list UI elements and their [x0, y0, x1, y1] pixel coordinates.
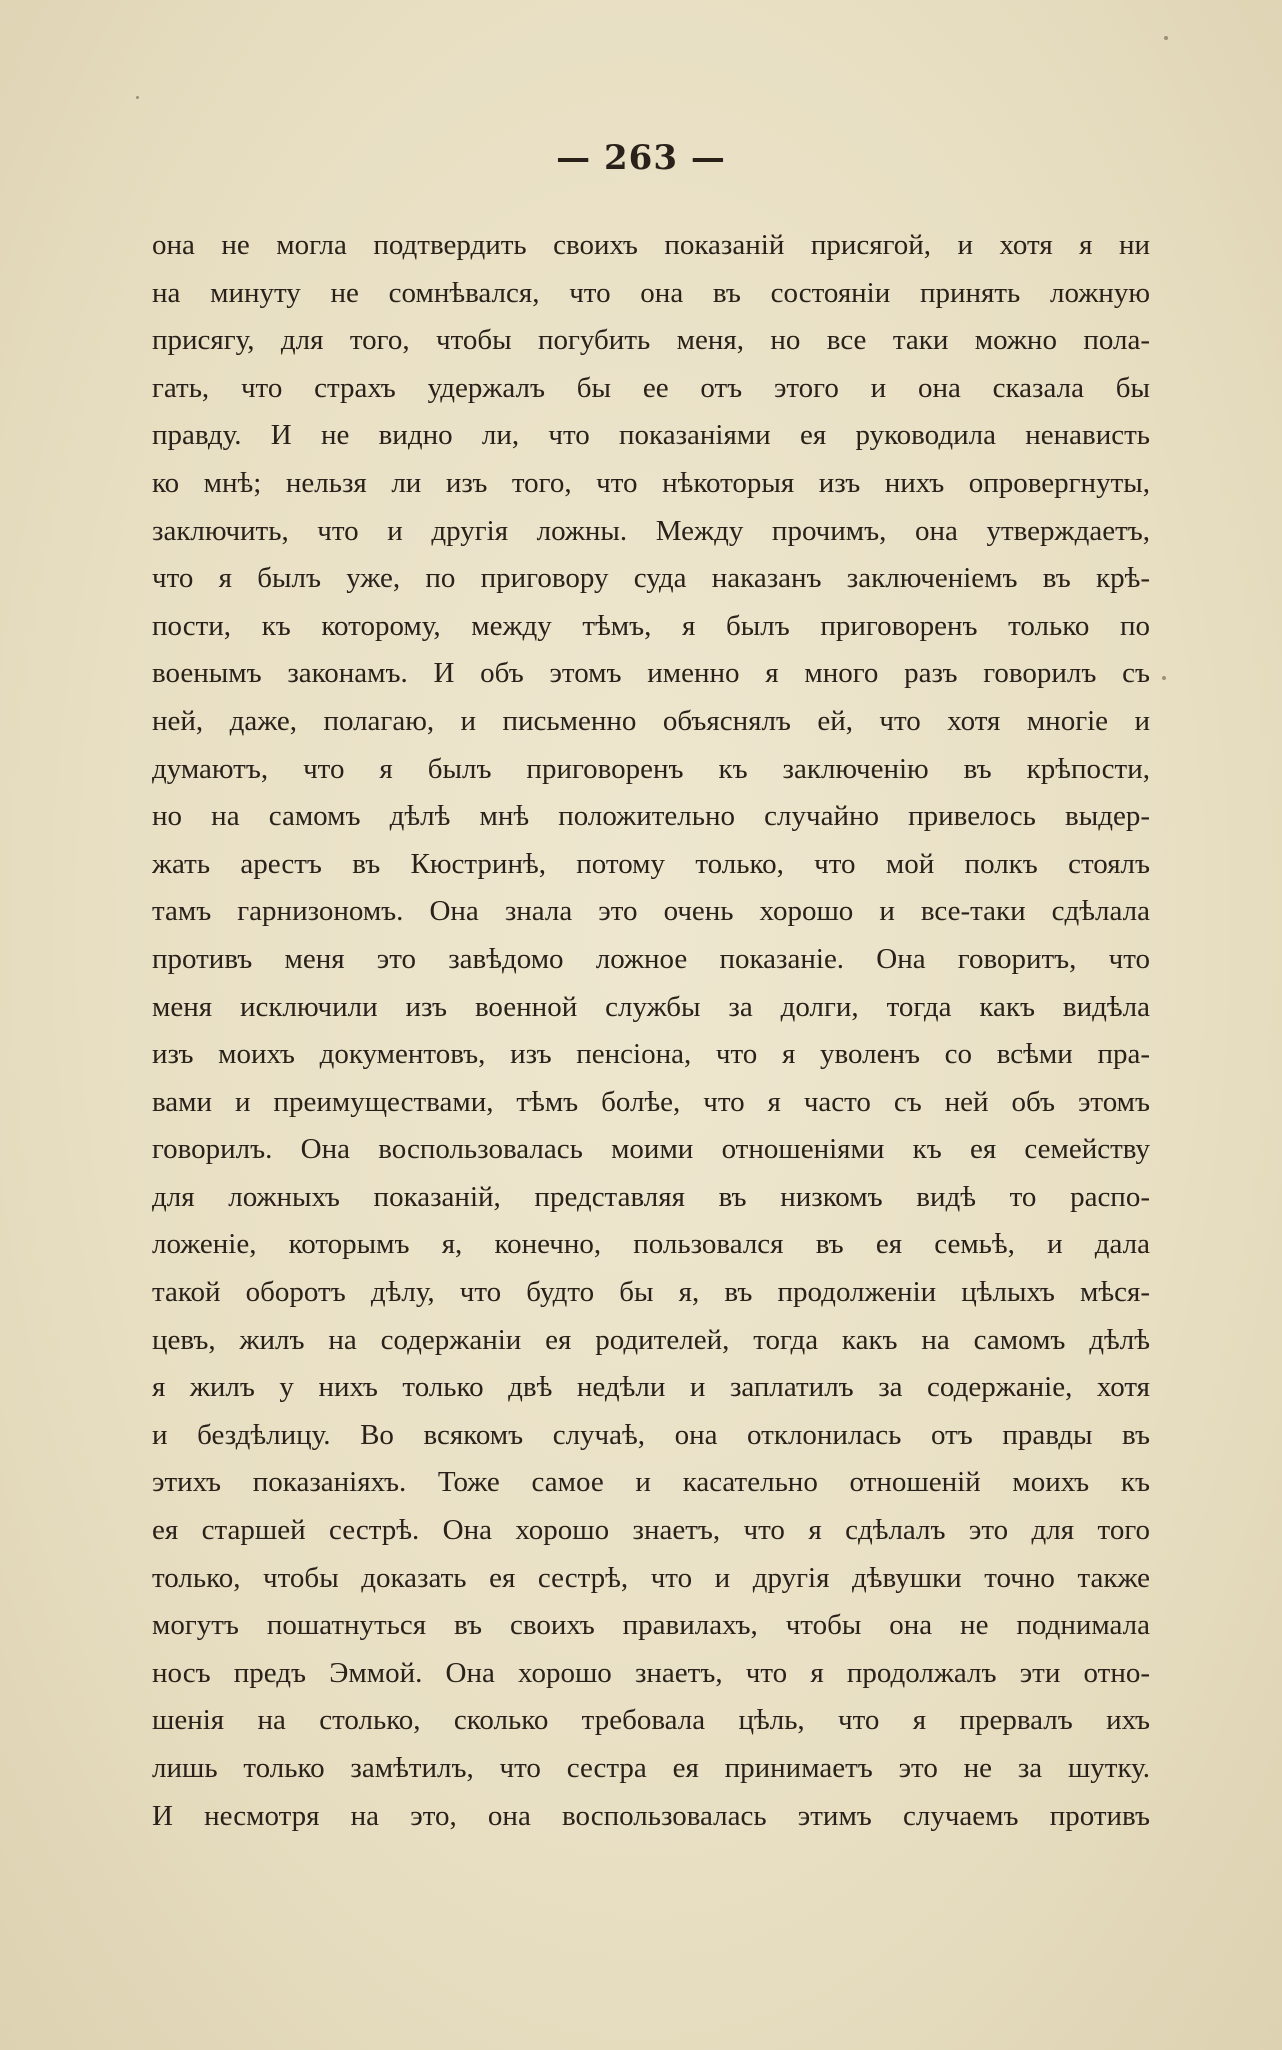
text-line: ко мнѣ; нельзя ли изъ того, что нѣкоторыя изъ нихъ опровергнуты, — [152, 466, 1150, 499]
text-line: ея старшей сестрѣ. Она хорошо знаетъ, что я сдѣлалъ это для того — [152, 1514, 1150, 1547]
paper-speck — [1162, 676, 1166, 680]
text-line: изъ моихъ документовъ, изъ пенсіона, что я уволенъ со всѣми пра- — [152, 1038, 1150, 1071]
text-line: вами и преимуществами, тѣмъ болѣе, что я часто съ ней объ этомъ — [152, 1085, 1150, 1118]
text-line: правду. И не видно ли, что показаніями ея руководила ненависть — [152, 419, 1150, 452]
paper-speck — [136, 96, 139, 99]
text-line: могутъ пошатнуться въ своихъ правилахъ, чтобы она не поднимала — [152, 1609, 1150, 1642]
text-line: она не могла подтвердить своихъ показаній присягой, и хотя я ни — [152, 229, 1150, 261]
text-line: меня исключили изъ военной службы за долги, тогда какъ видѣла — [152, 990, 1150, 1023]
text-line: такой оборотъ дѣлу, что будто бы я, въ продолженіи цѣлыхъ мѣся- — [152, 1276, 1150, 1309]
text-line: противъ меня это завѣдомо ложное показаніе. Она говоритъ, что — [152, 942, 1150, 975]
text-line: только, чтобы доказать ея сестрѣ, что и другія дѣвушки точно также — [152, 1561, 1150, 1594]
text-line: я жилъ у нихъ только двѣ недѣли и заплатилъ за содержаніе, хотя — [152, 1371, 1150, 1404]
text-line: говорилъ. Она воспользовалась моими отношеніями къ ея семейству — [152, 1133, 1150, 1166]
page-body-text — [152, 222, 1150, 1840]
text-line: но на самомъ дѣлѣ мнѣ положительно случайно привелось выдер- — [152, 800, 1150, 833]
text-line: военымъ законамъ. И объ этомъ именно я много разъ говорилъ съ — [152, 657, 1150, 690]
text-line: этихъ показаніяхъ. Тоже самое и касательно отношеній моихъ къ — [152, 1466, 1150, 1499]
text-line: пости, къ которому, между тѣмъ, я былъ приговоренъ только по — [152, 609, 1150, 642]
text-line: на минуту не сомнѣвался, что она въ состояніи принять ложную — [152, 276, 1150, 309]
text-line: гать, что страхъ удержалъ бы ее отъ этого и она сказала бы — [152, 371, 1150, 404]
page-number: — 263 — — [556, 138, 726, 178]
text-line: и бездѣлицу. Во всякомъ случаѣ, она отклонилась отъ правды въ — [152, 1418, 1150, 1451]
text-line: тамъ гарнизономъ. Она знала это очень хорошо и все-таки сдѣлала — [152, 895, 1150, 928]
text-line: ложеніе, которымъ я, конечно, пользовался въ ея семьѣ, и дала — [152, 1228, 1150, 1261]
text-line: жать арестъ въ Кюстринѣ, потому только, что мой полкъ стоялъ — [152, 847, 1150, 880]
text-line: для ложныхъ показаній, представляя въ низкомъ видѣ то распо- — [152, 1180, 1150, 1213]
text-line: что я былъ уже, по приговору суда наказанъ заключеніемъ въ крѣ- — [152, 562, 1150, 595]
text-line: присягу, для того, чтобы погубить меня, но все таки можно пола- — [152, 324, 1150, 357]
text-line: ней, даже, полагаю, и письменно объяснялъ ей, что хотя многіе и — [152, 704, 1150, 737]
text-line: думаютъ, что я былъ приговоренъ къ заключенію въ крѣпости, — [152, 752, 1150, 785]
text-line: носъ предъ Эммой. Она хорошо знаетъ, что я продолжалъ эти отно- — [152, 1656, 1150, 1689]
text-line: цевъ, жилъ на содержаніи ея родителей, тогда какъ на самомъ дѣлѣ — [152, 1323, 1150, 1356]
text-line: шенія на столько, сколько требовала цѣль, что я прервалъ ихъ — [152, 1704, 1150, 1737]
paper-speck — [1164, 36, 1168, 40]
text-line: заключить, что и другія ложны. Между прочимъ, она утверждаетъ, — [152, 514, 1150, 547]
text-line: И несмотря на это, она воспользовалась этимъ случаемъ противъ — [152, 1799, 1150, 1832]
text-line: лишь только замѣтилъ, что сестра ея принимаетъ это не за шутку. — [152, 1752, 1150, 1784]
